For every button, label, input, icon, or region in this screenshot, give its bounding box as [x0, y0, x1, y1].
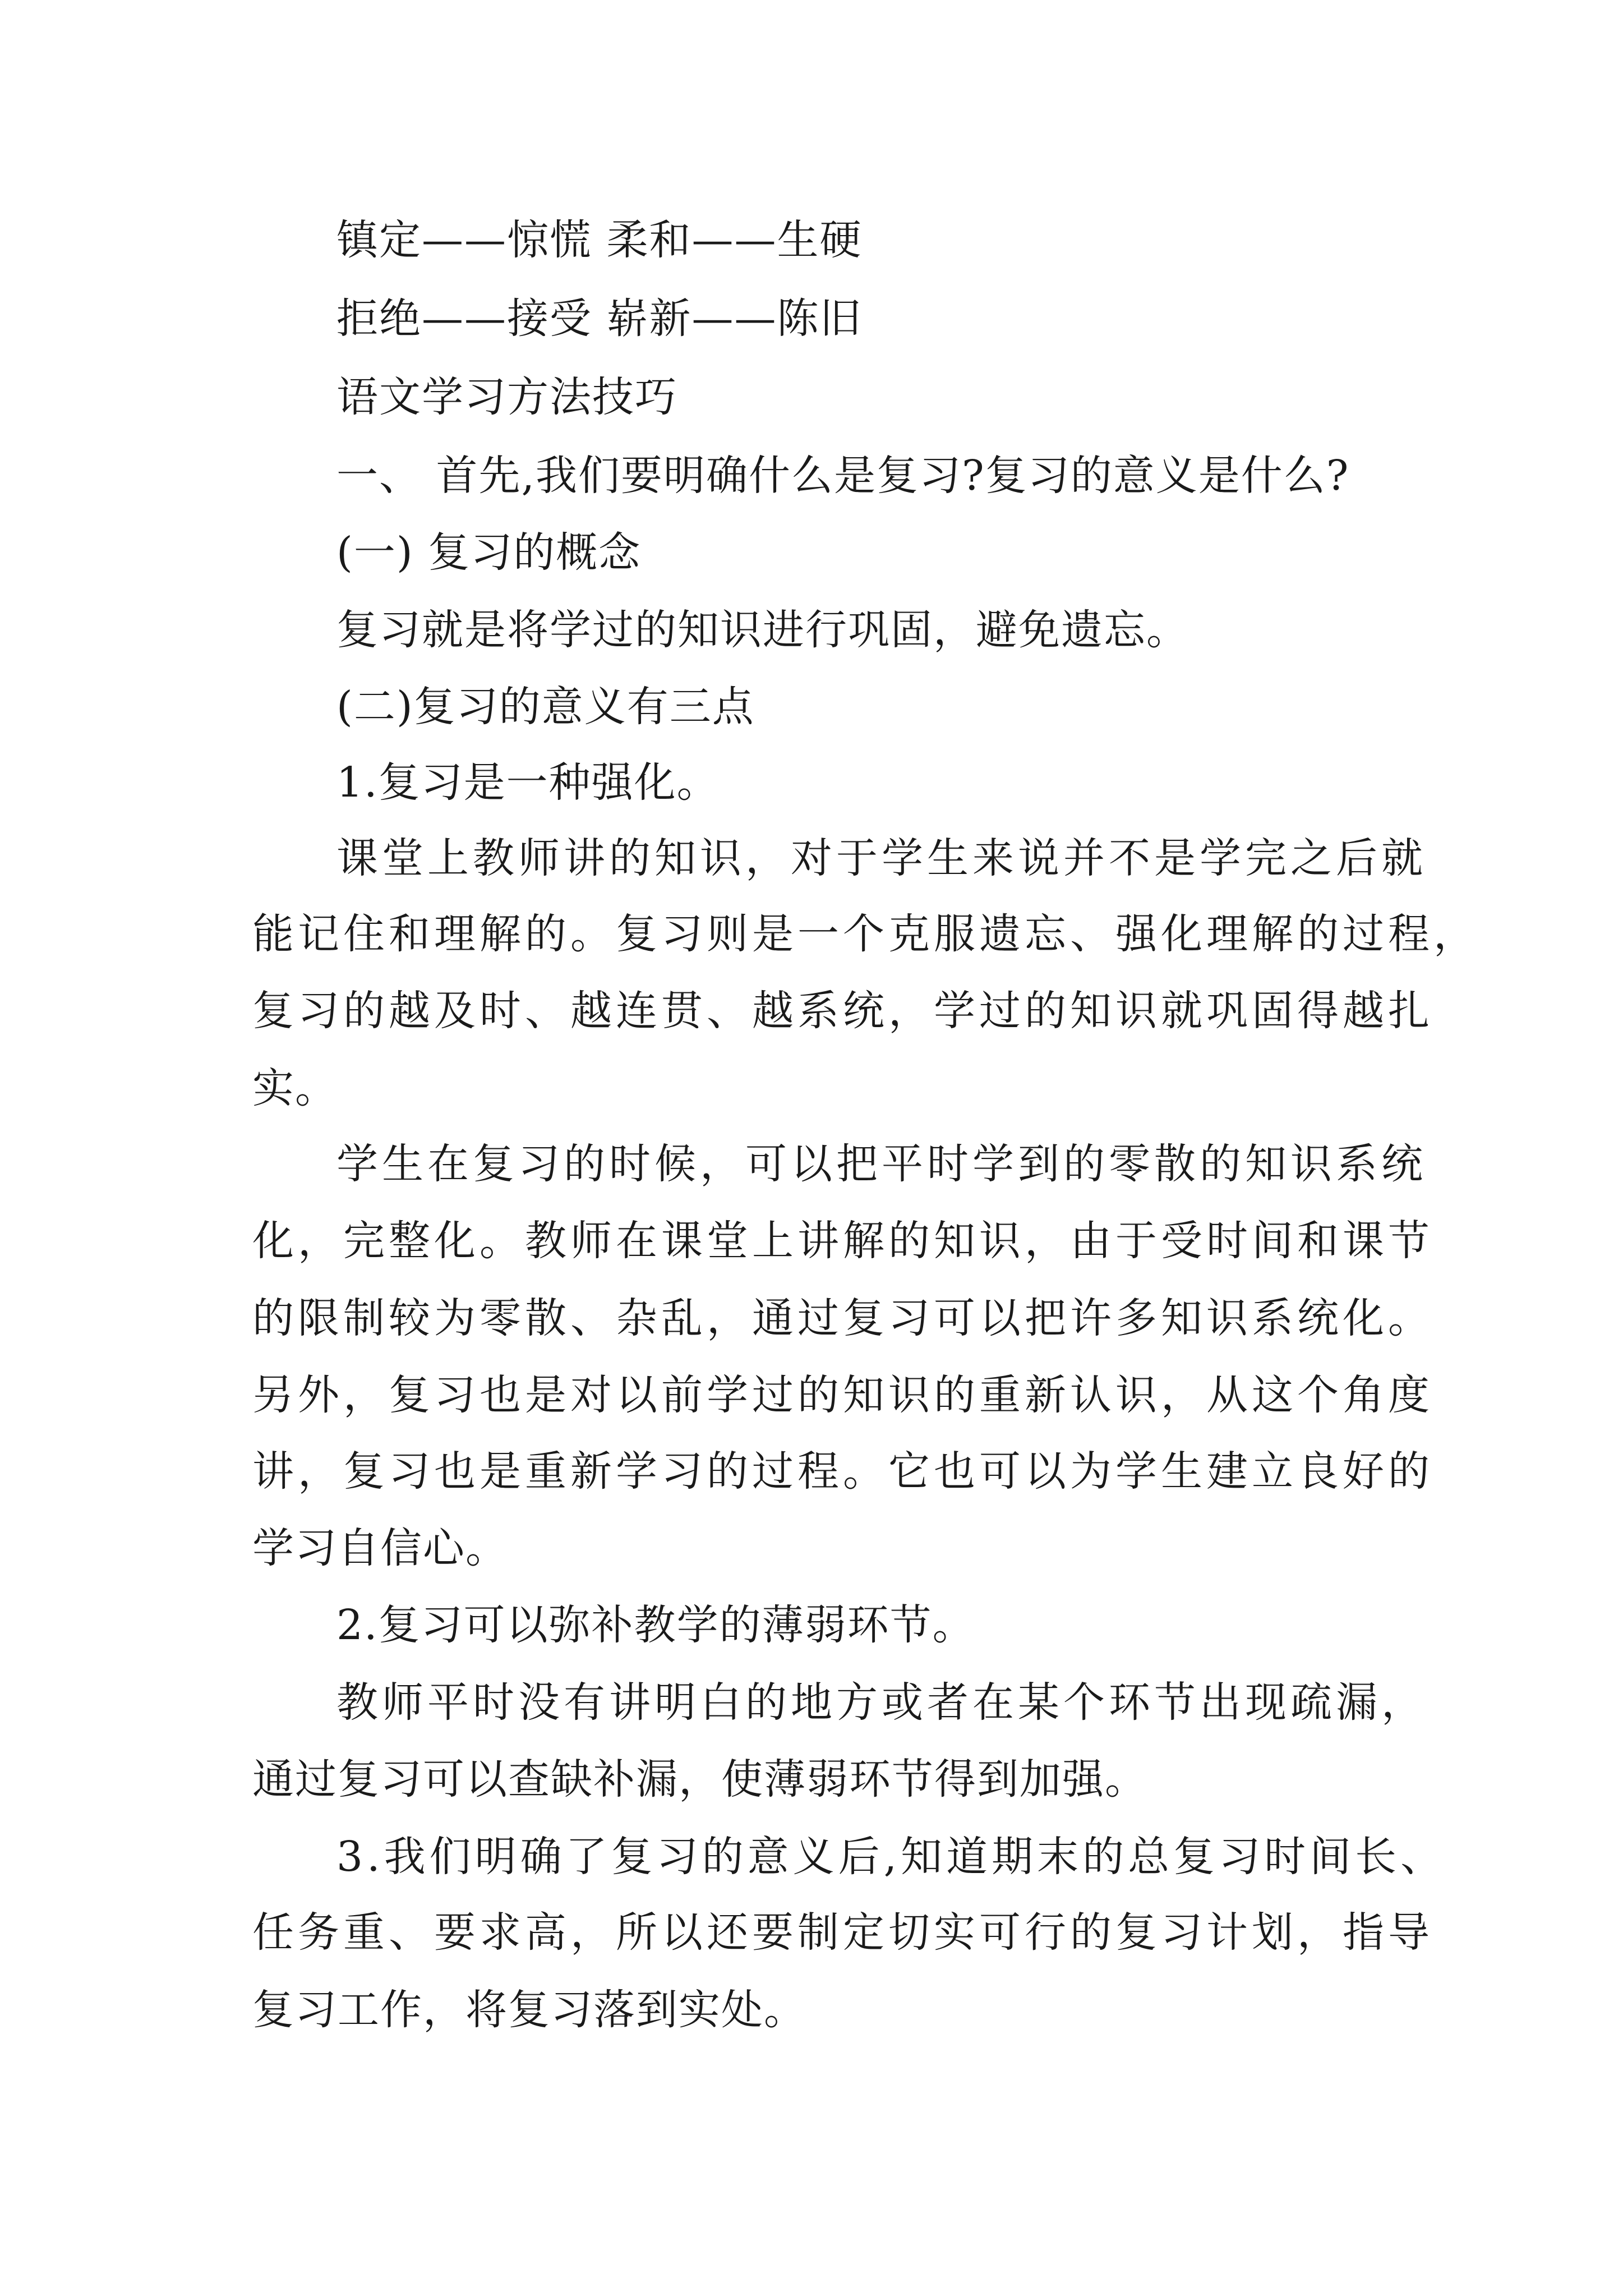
- point-1-heading: 1.复习是一种强化。: [336, 758, 720, 807]
- paragraph-line: 教师平时没有讲明白的地方或者在某个环节出现疏漏，: [336, 1678, 1427, 1727]
- paragraph-line: 复习工作，将复习落到实处。: [252, 1986, 806, 2034]
- paragraph-line: 能记住和理解的。复习则是一个克服遗忘、强化理解的过程，: [252, 910, 1479, 958]
- section-heading: 语文学习方法技巧: [336, 373, 677, 421]
- subheading-concept: (一) 复习的概念: [336, 528, 642, 577]
- paragraph-line: 学生在复习的时候，可以把平时学到的零散的知识系统: [336, 1140, 1427, 1188]
- paragraph-line: 另外，复习也是对以前学过的知识的重新认识，从这个角度: [252, 1371, 1433, 1419]
- point-2-heading: 2.复习可以弥补教学的薄弱环节。: [336, 1601, 975, 1649]
- concept-paragraph: 复习就是将学过的知识进行巩固，避免遗忘。: [336, 606, 1189, 654]
- paragraph-line: 通过复习可以查缺补漏，使薄弱环节得到加强。: [252, 1755, 1147, 1803]
- paragraph-line: 课堂上教师讲的知识，对于学生来说并不是学完之后就: [336, 834, 1427, 882]
- paragraph-line: 实。: [252, 1064, 338, 1112]
- paragraph-line: 的限制较为零散、杂乱，通过复习可以把许多知识系统化。: [252, 1294, 1433, 1342]
- antonym-pair-line-1: 镇定——惊慌 柔和——生硬: [336, 216, 863, 264]
- paragraph-line: 任务重、要求高，所以还要制定切实可行的复习计划，指导: [252, 1908, 1433, 1957]
- paragraph-line: 学习自信心。: [252, 1524, 508, 1572]
- paragraph-line: 复习的越及时、越连贯、越系统，学过的知识就巩固得越扎: [252, 987, 1433, 1035]
- antonym-pair-line-2: 拒绝——接受 崭新——陈旧: [336, 295, 863, 343]
- point-3-line: 3.我们明确了复习的意义后,知道期末的总复习时间长、: [336, 1833, 1446, 1881]
- subheading-meaning: (二)复习的意义有三点: [336, 683, 755, 731]
- question-heading: 一、 首先,我们要明确什么是复习?复习的意义是什么?: [336, 452, 1350, 500]
- paragraph-line: 化，完整化。教师在课堂上讲解的知识，由于受时间和课节: [252, 1217, 1433, 1265]
- paragraph-line: 讲，复习也是重新学习的过程。它也可以为学生建立良好的: [252, 1447, 1433, 1496]
